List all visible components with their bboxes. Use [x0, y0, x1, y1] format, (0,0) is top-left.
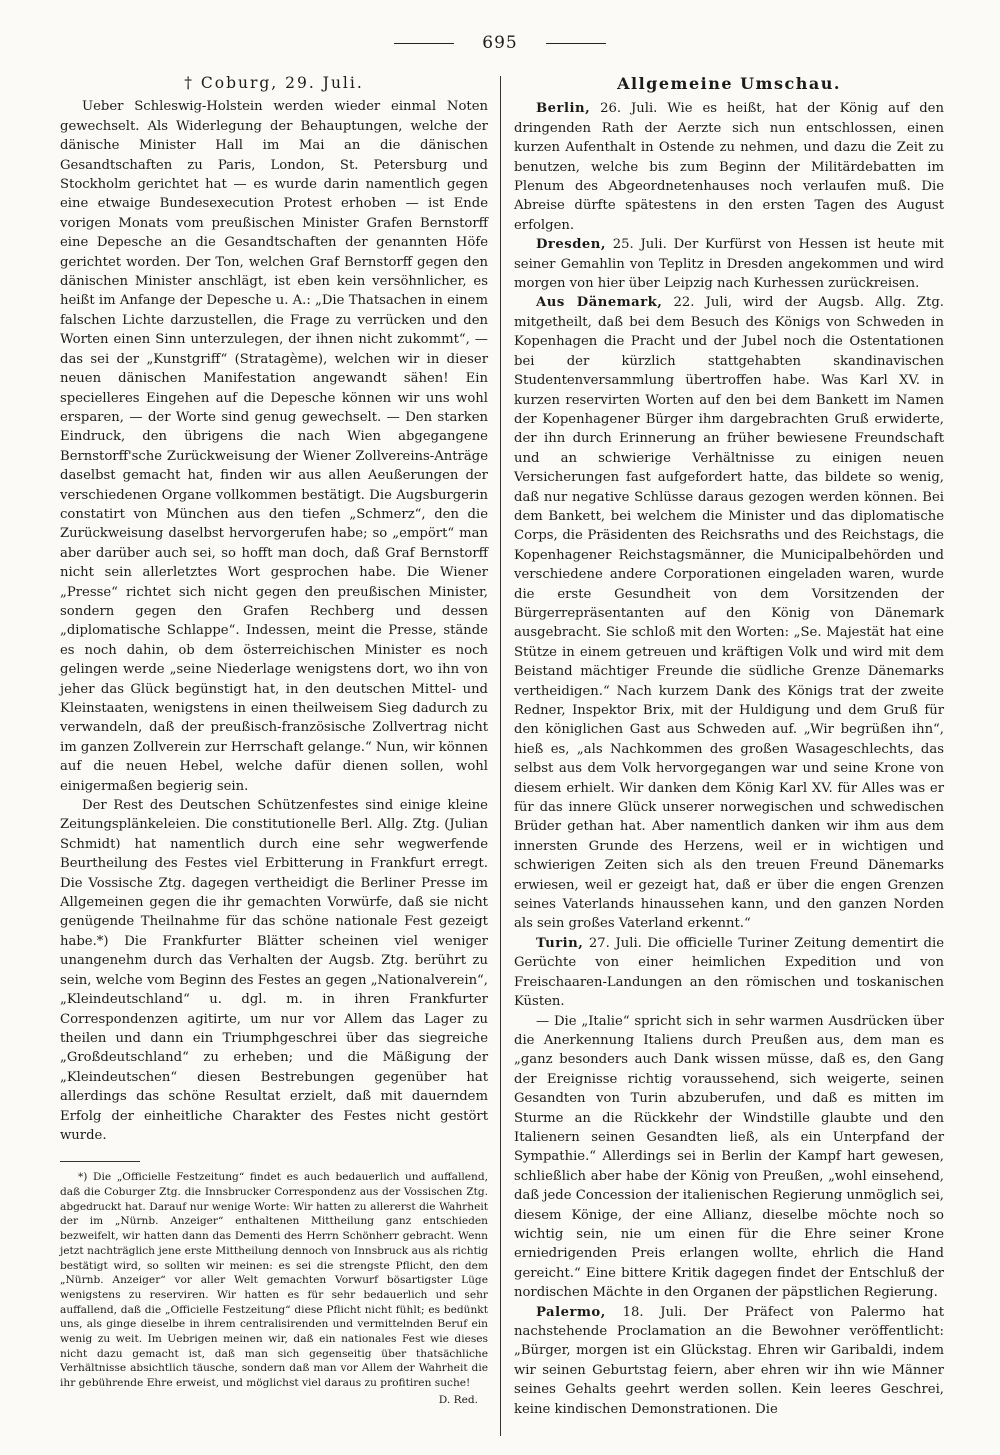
place-name: Aus Dänemark, [536, 295, 663, 311]
place-name: Palermo, [536, 1304, 606, 1320]
report-berlin: Berlin, 26. Juli. Wie es heißt, hat der König auf den dringenden Rath der Aerzte sich nun entschlossen, einen kurzen Aufenthalt in Ostende zu nehmen, und dazu die Zeit zu benutzen, welche bis zum Beginn der Militärdebatten im Plenum des Abgeordnetenhauses noch verlaufen muß. Die Abreise dürfte spätestens in den ersten Tagen des August erfolgen. [514, 101, 944, 233]
report-turin: Turin, 27. Juli. Die officielle Turiner Zeitung dementirt die Gerüchte von einer heimlichen Expedition und von Freischaaren-Landungen an den römischen und toskanischen Küsten. [514, 935, 944, 1010]
place-name: Berlin, [536, 101, 591, 117]
column-divider [500, 76, 501, 1436]
footnote: *) Die „Officielle Festzeitung“ findet es auch bedauerlich und auffallend, daß die Coburger Ztg. die Innsbrucker Correspondenz aus der Vossischen Ztg. abgedruckt hat. Darauf nur wenige Worte: Wir hatten zu allererst die Wahrheit der im „Nürnb. Anzeiger“ enthaltenen Mittheilung ganz entschieden bezweifelt, wir hatten dann das Dementi des Herrn Schönherr gebracht. Wenn jetzt nachträglich jene erste Mittheilung dennoch von Innsbruck aus als richtig bestätigt wird, so sollten wir meinen: es sei die strengste Pflicht, den dem „Nürnb. Anzeiger“ vor aller Welt gemachten Vorwurf bösartigster Lüge wenigstens zu reserviren. Wir hatten es für sehr bedauerlich und sehr auffallend, daß die „Officielle Festzeitung“ diese Pflicht nicht fühlt; es bedünkt uns, als ginge dieselbe in ihrem centralisirenden und vermittelnden Beruf ein wenig zu weit. Im Uebrigen meinen wir, daß ein nationales Fest wie dieses nicht dazu gemacht ist, daß man sich gegenseitig über thatsächliche Verhältnisse absichtlich täusche, sondern daß man vor Allem der Wahrheit die ihr gebührende Ehre erweist, und möglichst viel daraus zu profitiren suche! [60, 1171, 488, 1390]
page-header [0, 28, 1000, 58]
report-dresden: Dresden, 25. Juli. Der Kurfürst von Hessen ist heute mit seiner Gemahlin von Teplitz in Dresden angekommen und wird morgen von hier über Leipzig nach Kurhessen zurückreisen. [514, 237, 944, 292]
page-number: 695 [482, 33, 518, 53]
header-rule-left [394, 43, 454, 44]
article-paragraph: Der Rest des Deutschen Schützenfestes sind einige kleine Zeitungsplänkeleien. Die constitutionelle Berl. Allg. Ztg. (Julian Schmidt) hat namentlich durch eine sehr wegwerfende Beurtheilung des Festes viel Erbitterung in Frankfurt erregt. Die Vossische Ztg. dagegen vertheidigt die Berliner Presse im Allgemeinen gegen die ihr gemachten Vorwürfe, daß sie nicht genügende Theilnahme für das schöne nationale Fest gezeigt habe.*) Die Frankfurter Blätter scheinen viel weniger unangenehm durch das Verhalten der Augsb. Ztg. berührt zu sein, welche vom Beginn des Festes an gegen „Nationalverein“, „Kleindeutschland“ u. dgl. m. in ihren Frankfurter Correspondenzen agitirte, um nur vor Allem das Lager zu theilen und dann ein Triumphgeschrei über das siegreiche „Großdeutschland“ zu erheben; und die Mäßigung der „Kleindeutschen“ diesen Bestrebungen gegenüber hat allerdings das schöne Resultat erzielt, daß mit dauerndem Erfolg der einheitliche Charakter des Festes nicht gestört wurde. [60, 798, 488, 1143]
place-name: Dresden, [536, 237, 606, 253]
article-paragraph: Ueber Schleswig-Holstein werden wieder einmal Noten gewechselt. Als Widerlegung der Behauptungen, welche der dänische Minister Hall im Mai an die dänischen Gesandtschaften zu Paris, London, St. Petersburg und Stockholm gerichtet hat — es wurde darin namentlich gegen eine etwaige Bundesexecution Protest erhoben — ist Ende vorigen Monats vom preußischen Minister Grafen Bernstorff eine Depesche an die Gesandtschaften der genannten Höfe gerichtet worden. Der Ton, welchen Graf Bernstorff gegen den dänischen Minister anschlägt, ist eben kein versöhnlicher, es heißt im Anfange der Depesche u. A.: „Die Thatsachen in einem falschen Lichte darzustellen, die Frage zu verrücken und den Worten einen Sinn unterzulegen, der ihnen nicht zukommt“, — das sei der „Kunstgriff“ (Stratagème), welchen wir in dieser neuen dänischen Manifestation angewandt sähen! Ein specielleres Eingehen auf die Depesche können wir uns wohl ersparen, — der Worte sind genug gewechselt. — Den starken Eindruck, den übrigens die nach Wien abgegangene Bernstorff'sche Zurückweisung der Wiener Zollvereins-Anträge daselbst gemacht hat, finden wir aus allen Aeußerungen der verschiedenen Organe vollkommen bestätigt. Die Augsburgerin constatirt von München aus den tiefen „Schmerz“, den die Zurückweisung daselbst hervorgerufen habe; so „empört“ man aber darüber auch sei, so hofft man doch, daß Graf Bernstorff nicht sein allerletztes Wort gesprochen habe. Die Wiener „Presse“ richtet sich nicht gegen den preußischen Minister, sondern gegen den Grafen Rechberg und dessen „diplomatische Schlappe“. Indessen, meint die Presse, stände es noch dahin, ob dem österreichischen Minister es noch gelingen werde „seine Niederlage wenigstens dort, wo ihn von jeher das Glück begünstigt hat, in den deutschen Mittel- und Kleinstaaten, wenigstens in einen theilweisem Sieg dadurch zu verwandeln, daß der preußisch-französische Zollvertrag nicht im ganzen Zollverein zur Herrschaft gelange.“ Nun, wir können auf die neuen Hebel, welche dafür dienen sollen, wohl einigermaßen begierig sein. [60, 99, 489, 794]
footnote-rule [60, 1161, 140, 1162]
report-palermo: Palermo, 18. Juli. Der Präfect von Palermo hat nachstehende Proclamation an die Bewohner veröffentlicht: „Bürger, morgen ist ein Glückstag. Ehren wir Garibaldi, indem wir seinen Geburtstag feiern, aber ehren wir ihn wie Männer seines Gehalts geehrt werden sollen. Kein leeres Geschrei, keine kindischen Demonstrationen. Die [514, 1304, 944, 1417]
report-daenemark: Aus Dänemark, 22. Juli, wird der Augsb. Allg. Ztg. mitgetheilt, daß bei dem Besuch des Königs von Schweden in Kopenhagen die Pracht und der Jubel noch die Ostentationen bei der kürzlich stattgehabten skandinavischen Studentenversammlung übertroffen habe. Was Karl XV. in kurzen reservirten Worten auf den bei dem Bankett im Namen der Kopenhagener Bürger ihm dargebrachten Gruß erwiderte, der ihn durch Erinnerung an früher bewiesene Freundschaft und an schwierige Verhältnisse zu einigen neuen Versicherungen fast aufgefordert hatte, das bildete so wenig, daß nur negative Schlüsse daraus gezogen werden können. Bei dem Bankett, bei welchem die Minister und das diplomatische Corps, die Präsidenten des Reichsraths und des Reichstags, die Kopenhagener Reichstagsmänner, die Municipalbehörden und verschiedene andere Corporationen eingeladen waren, wurde die erste Gesundheit von dem Vorsitzenden der Bürgerrepräsentanten auf den König von Dänemark ausgebracht. Sie schloß mit den Worten: „Se. Majestät hat eine Stütze in einem getreuen und kräftigen Volk und wird mit dem Beistand mächtiger Freunde die südliche Grenze Dänemarks vertheidigen.“ Nach kurzem Dank des Königs trat der zweite Redner, Inspektor Brix, mit der Huldigung und dem Gruß für den königlichen Gast aus Schweden auf. „Wir begrüßen ihn“, hieß es, „als Nachkommen des großen Wasageschlechts, das selbst aus dem Volk hervorgegangen war und seine Krone von diesem erhielt. Wir danken dem König Karl XV. für Alles was er für das innere Glück unserer norwegischen und schwedischen Brüder gethan hat. Aber namentlich danken wir ihm aus dem innersten Grunde des Herzens, weil er in wichtigen und schwierigen Zeiten sich als den treuen Freund Dänemarks erwiesen, weil er gezeigt hat, daß er über die engen Grenzen seines Vaterlands hinaussehen kann, und den ganzen Norden als sein großes Vaterland erkennt.“ [514, 295, 944, 932]
dateline-coburg: † Coburg, 29. Juli. [184, 74, 364, 92]
place-name: Turin, [536, 935, 584, 951]
report-italia: — Die „Italie“ spricht sich in sehr warmen Ausdrücken über die Anerkennung Italiens durch Preußen aus, dem man es „ganz besonders auch Dank wissen müsse, daß es, den Gang der Ereignisse richtig voraussehend, sich weigerte, seinen Gesandten von Turin abzuberufen, und daß es mitten im Sturme an die Rückkehr der Windstille glaubte und den Italienern seinen Gesandten ließ, als ein Unterpfand der Sympathie.“ Allerdings sei in Berlin der Kampf hart gewesen, schließlich aber habe der König von Preußen, „wohl einsehend, daß jede Concession der italienischen Regierung unmöglich sei, diesem Könige, der eine Allianz, dieselbe möchte noch so wichtig sein, nie um einen für die Ehre seiner Krone erniedrigenden Preis erlangen wollte, ehrlich die Hand gereicht.“ Eine bittere Kritik dagegen findet der Entschluß der nordischen Mächte in den Organen der päpstlichen Regierung. [514, 1013, 944, 1301]
header-rule-right [546, 43, 606, 44]
right-column [514, 74, 944, 1419]
footnote-signature: D. Red. [438, 1393, 478, 1406]
section-title: Allgemeine Umschau. [617, 74, 841, 93]
left-column [60, 74, 488, 1410]
